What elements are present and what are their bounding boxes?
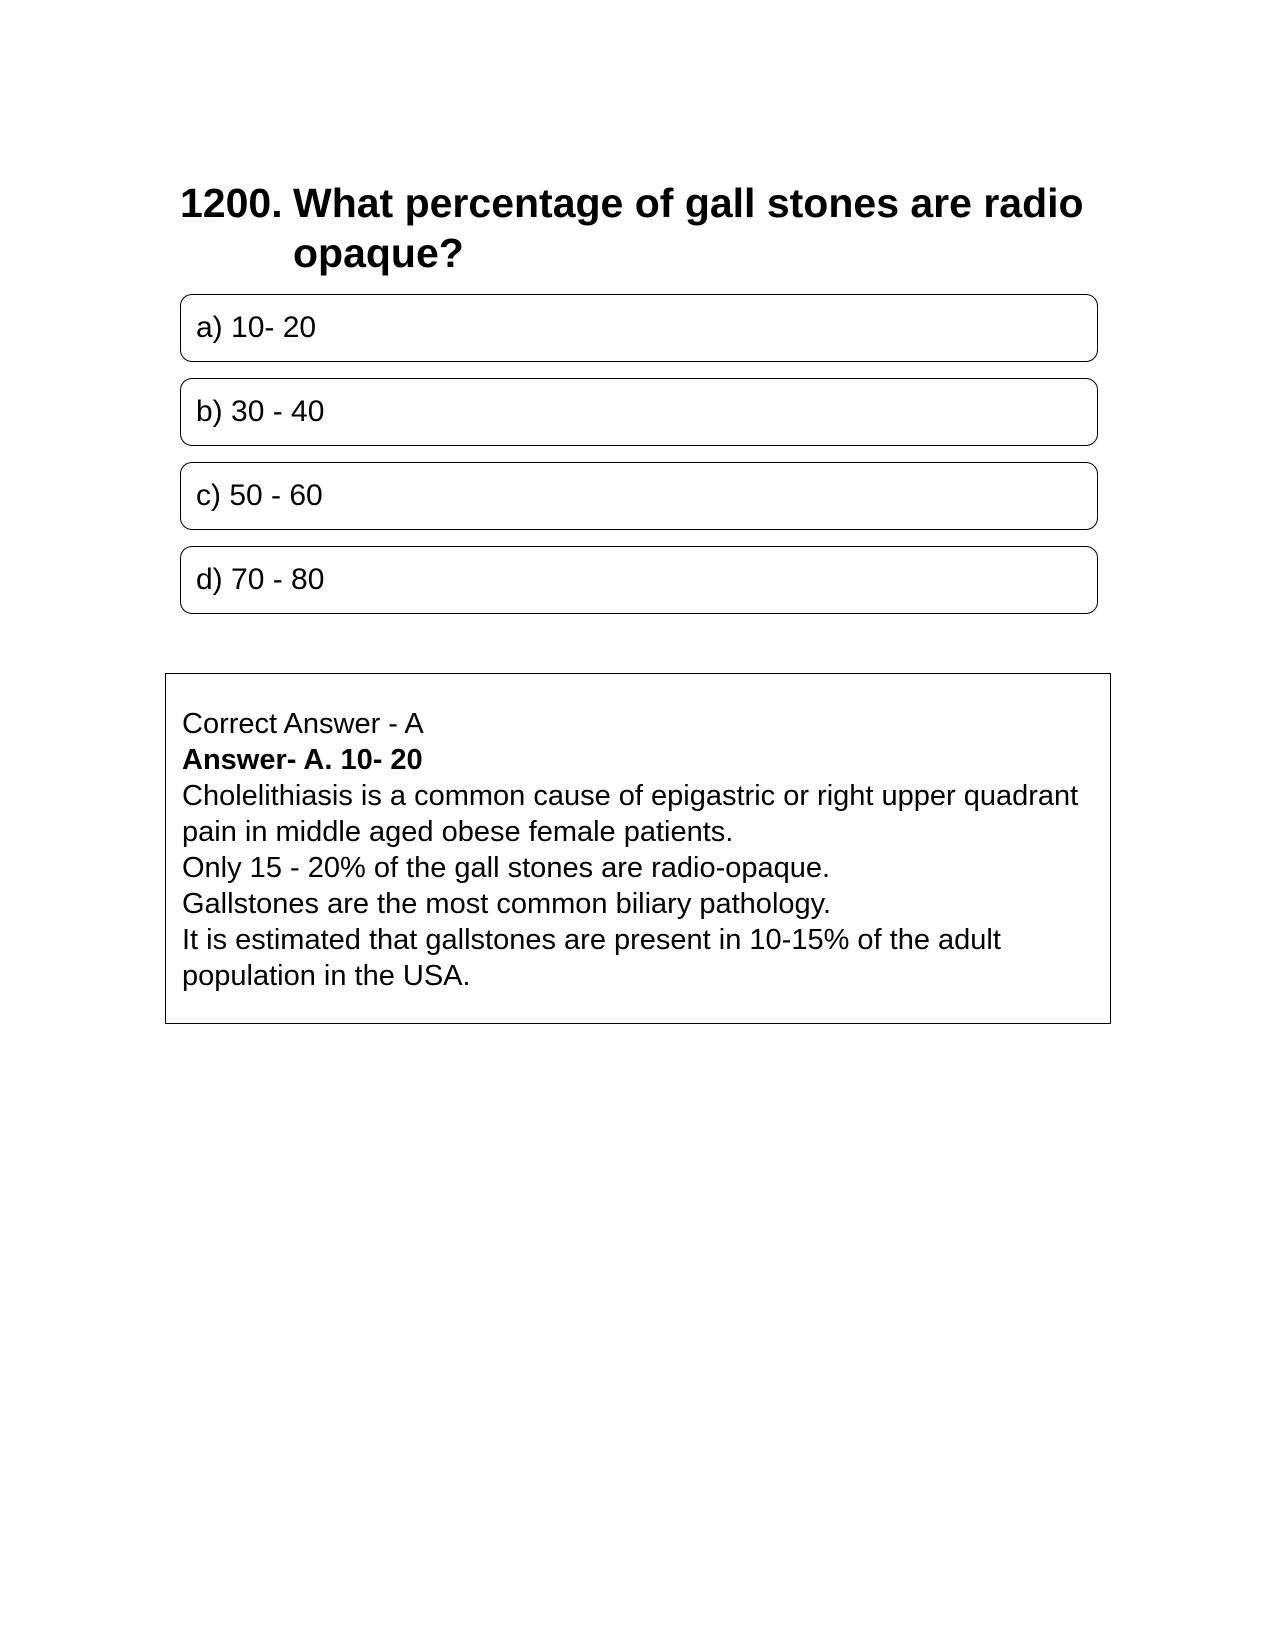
explanation-line: Gallstones are the most common biliary pathology. [182, 888, 832, 920]
explanation-line: Only 15 - 20% of the gall stones are radio-opaque. [182, 852, 831, 884]
answer-heading: Answer- A. 10- 20 [182, 744, 423, 776]
option-c[interactable]: c) 50 - 60 [180, 462, 1098, 530]
option-b[interactable]: b) 30 - 40 [180, 378, 1098, 446]
explanation-line: Cholelithiasis is a common cause of epigastric or right upper quadrant pain in middle aged obese female patients. [182, 780, 1079, 848]
correct-answer-text: Correct Answer - A [182, 708, 424, 740]
question-text: What percentage of gall stones are radio opaque? [293, 180, 1084, 276]
option-d[interactable]: d) 70 - 80 [180, 546, 1098, 614]
answer-options [180, 294, 1098, 630]
question-heading [180, 178, 1100, 278]
answer-explanation-box [165, 673, 1111, 1024]
explanation-line: It is estimated that gallstones are present in 10-15% of the adult population in the USA. [182, 924, 1001, 992]
question-number: 1200. [180, 180, 283, 226]
option-a[interactable]: a) 10- 20 [180, 294, 1098, 362]
